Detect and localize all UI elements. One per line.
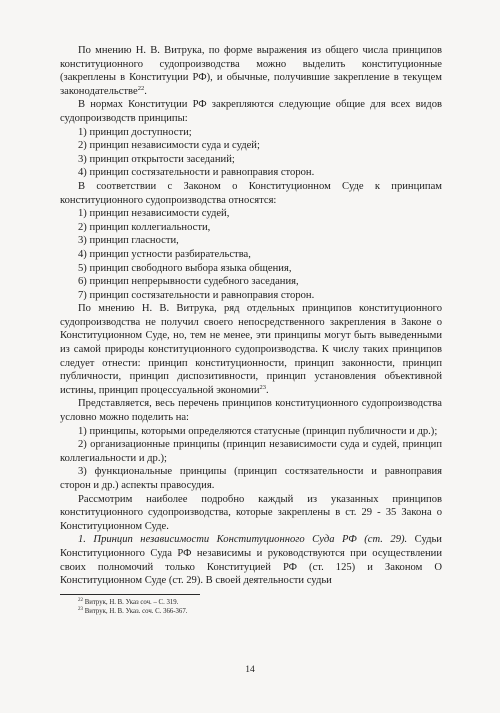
paragraph-vitruk-forms: По мнению Н. В. Витрука, по форме выражения из общего числа принципов конституционного судопроизводства можно выделить конституционные (закреплены в Конституции РФ), и обычные, получившие закрепление в текущем законодательстве$^{22}$.: [60, 45, 442, 97]
paragraph-classification: Представляется, весь перечень принципов конституционного судопроизводства условно можно поделить на:: [60, 398, 442, 424]
paragraph-constitution-principles: В нормах Конституции РФ закрепляются следующие общие для всех видов судопроизводств принципы:: [60, 99, 442, 124]
list-item: 2) организационные принципы (принцип независимости суда и судей, принцип коллегиальности и др.);: [60, 439, 442, 464]
list-item: 2) принцип независимости суда и судей;: [78, 140, 260, 152]
list-item: 1) принципы, которыми определяются статусные (принцип публичности и др.);: [78, 425, 438, 437]
paragraph-independence: 1. Принцип независимости Конституционного Суда РФ (ст. 29). Судьи Конституционного Суда РФ независимы и руководствуются при осуществлении своих полномочий только Конституцией РФ (ст. 125) и Законом О Конституционном Суде (ст. 29). В своей деятельности судьи: [60, 534, 442, 587]
footnote-separator: [60, 594, 200, 595]
list-item: 1) принцип доступности;: [78, 126, 192, 138]
list-item: 5) принцип свободного выбора языка общения,: [78, 262, 292, 274]
paragraph-law-principles: В соответствии с Законом о Конституционном Суде к принципам конституционного судопроизводства относятся:: [60, 180, 442, 206]
footnote-ref-22: 22: [137, 84, 145, 92]
list-item: 2) принцип коллегиальности,: [78, 221, 211, 233]
paragraph-consider: Рассмотрим наиболее подробно каждый из указанных принципов конституционного судопроизводства, которые закреплены в ст. 29 - 35 Закона о Конституционном Суде.: [60, 493, 442, 532]
principle-heading: 1. Принцип независимости Конституционного Суда РФ (ст. 29).: [78, 534, 408, 546]
list-item: 7) принцип состязательности и равноправия сторон.: [78, 289, 315, 301]
paragraph-unwritten-principles: По мнению Н. В. Витрука, ряд отдельных принципов конституционного судопроизводства не получил своего непосредственного закрепления в Законе о Конституционном Суде, но, тем не менее, эти принципы могут быть выведенными из самой природы конституционного судопроизводства. К числу таких принципов следует отнести: принцип конституционности, принцип законности, принцип публичности, принцип диспозитивности, принцип установления объективной истины, принцип процессуальной экономии$^{23}$.: [60, 303, 442, 396]
footnote: $^{23}$ Витрук, Н. В. Указ. соч. С. 366-367.: [78, 607, 188, 616]
list-item: 1) принцип независимости судей,: [78, 208, 230, 220]
list-item: 3) принцип гласности,: [78, 235, 179, 247]
list-item: 4) принцип устности разбирательства,: [78, 248, 251, 260]
list-item: 3) принцип открытости заседаний;: [78, 153, 235, 165]
footnote-ref-23: 23: [259, 383, 266, 391]
list-item: 4) принцип состязательности и равноправия сторон.: [78, 167, 315, 179]
list-item: 6) принцип непрерывности судебного заседания,: [78, 276, 299, 288]
page-number: 14: [245, 665, 255, 675]
list-item: 3) функциональные принципы (принцип состязательности и равноправия сторон и др.) аспекты правосудия.: [60, 466, 442, 491]
footnote: $^{22}$ Витрук, Н. В. Указ соч. – С. 319.: [78, 597, 179, 606]
page-body: [60, 44, 442, 617]
